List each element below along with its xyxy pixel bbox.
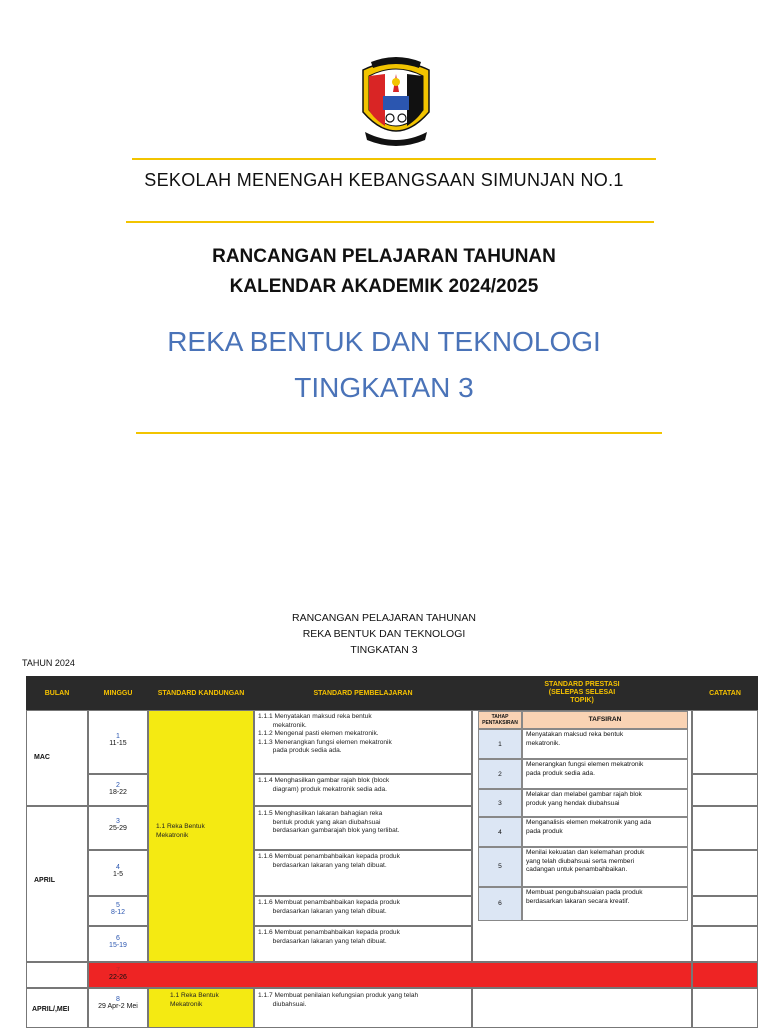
year-label: TAHUN 2024 [22,658,75,668]
pembelajaran-text: 1.1.6 Membuat penambahbaikan kepada produk berdasarkan lakaran yang telah dibuat. [258,853,400,869]
week-8: 8 29 Apr-2 Mei [98,996,138,1010]
header-standard-prestasi: STANDARD PRESTASI (SELEPAS SELESAI TOPIK) [472,676,692,710]
holiday-row-left [26,962,88,988]
catatan-cell [692,850,758,896]
week-3: 3 25-29 [109,818,127,832]
tahap-5: 5 [478,847,522,887]
catatan-cell [692,806,758,850]
cover-subject: REKA BENTUK DAN TEKNOLOGI [167,326,601,357]
tafsiran-1: Menyatakan maksud reka bentuk mekatronik. [522,729,688,759]
kandungan-text: 1.1 Reka Bentuk Mekatronik [156,823,205,839]
tahap-6: 6 [478,887,522,921]
pembelajaran-text: 1.1.4 Menghasilkan gambar rajah blok (block diagram) produk mekatronik sedia ada. [258,777,390,793]
header-catatan: CATATAN [692,676,758,710]
school-name: SEKOLAH MENENGAH KEBANGSAAN SIMUNJAN NO.1 [144,170,624,190]
tahap-2: 2 [478,759,522,789]
school-crest-icon [355,52,437,152]
bulan-april-cell [26,806,88,962]
pembelajaran-text: 1.1.6 Membuat penambahbaikan kepada produk berdasarkan lakaran yang telah dibuat. [258,929,400,945]
pembelajaran-text: 1.1.7 Membuat penilaian kefungsian produk yang telah diubahsuai. [258,992,419,1008]
header-bulan: BULAN [26,676,88,710]
week-7: 7 22-26 [109,967,127,981]
pembelajaran-text: 1.1.1 Menyatakan maksud reka bentuk mekatronik. 1.1.2 Mengenal pasti elemen mekatronik. 1.1.3 Menerangkan fungsi elemen mekatronik pada produk sedia ada. [258,713,392,754]
tahap-4: 4 [478,817,522,847]
tafsiran-4: Menganalisis elemen mekatronik yang ada pada produk [522,817,688,847]
week-6: 6 15-19 [109,935,127,949]
catatan-cell [692,896,758,926]
week-5: 5 8-12 [110,902,125,916]
divider-line [136,432,662,434]
school-logo [355,52,437,152]
pembelajaran-text: 1.1.5 Menghasilkan lakaran bahagian reka bentuk produk yang akan diubahsuai berdasarkan gambarajah blok yang terlibat. [258,810,400,834]
tahap-header: TAHAP PENTAKSIRAN [478,711,522,729]
cover-form: TINGKATAN 3 [294,372,474,403]
tafsiran-6: Membuat pengubahsuaian pada produk berdasarkan lakaran secara kreatif. [522,887,688,921]
prestasi-cell [472,988,692,1028]
header-minggu: MINGGU [88,676,148,710]
tahap-3: 3 [478,789,522,817]
tafsiran-header: TAFSIRAN [522,711,688,729]
month-april-mei: APRIL/,MEI [32,1006,70,1013]
header-standard-kandungan: STANDARD KANDUNGAN [148,676,254,710]
divider-line [132,158,656,160]
catatan-cell [692,926,758,962]
month-april: APRIL [34,877,55,884]
header-standard-pembelajaran: STANDARD PEMBELAJARAN [254,676,472,710]
tahap-1: 1 [478,729,522,759]
tafsiran-3: Melakar dan melabel gambar rajah blok produk yang hendak diubahsuai [522,789,688,817]
divider-line [126,221,654,223]
kandungan-week8-text: 1.1 Reka Bentuk Mekatronik [170,992,219,1008]
cover-title-line-2: KALENDAR AKADEMIK 2024/2025 [229,276,539,297]
page-heading-2: REKA BENTUK DAN TEKNOLOGI [302,628,466,640]
month-mac: MAC [34,754,50,761]
page-heading-1: RANCANGAN PELAJARAN TAHUNAN [292,612,476,624]
week-1: 1 11-15 [109,733,127,747]
catatan-cell [692,774,758,806]
holiday-catatan [692,962,758,988]
catatan-cell [692,710,758,774]
tafsiran-2: Menerangkan fungsi elemen mekatronik pada produk sedia ada. [522,759,688,789]
pembelajaran-text: 1.1.6 Membuat penambahbaikan kepada produk berdasarkan lakaran yang telah dibuat. [258,899,400,915]
holiday-row [88,962,692,988]
week-2: 2 18-22 [109,782,127,796]
cover-title-line-1: RANCANGAN PELAJARAN TAHUNAN [212,246,556,267]
page-heading-3: TINGKATAN 3 [350,644,418,656]
tafsiran-5: Menilai kekuatan dan kelemahan produk yang telah diubahsuai serta memberi cadangan untuk penambahbaikan. [522,847,688,887]
catatan-cell [692,988,758,1028]
week-4: 4 1-5 [112,864,124,878]
